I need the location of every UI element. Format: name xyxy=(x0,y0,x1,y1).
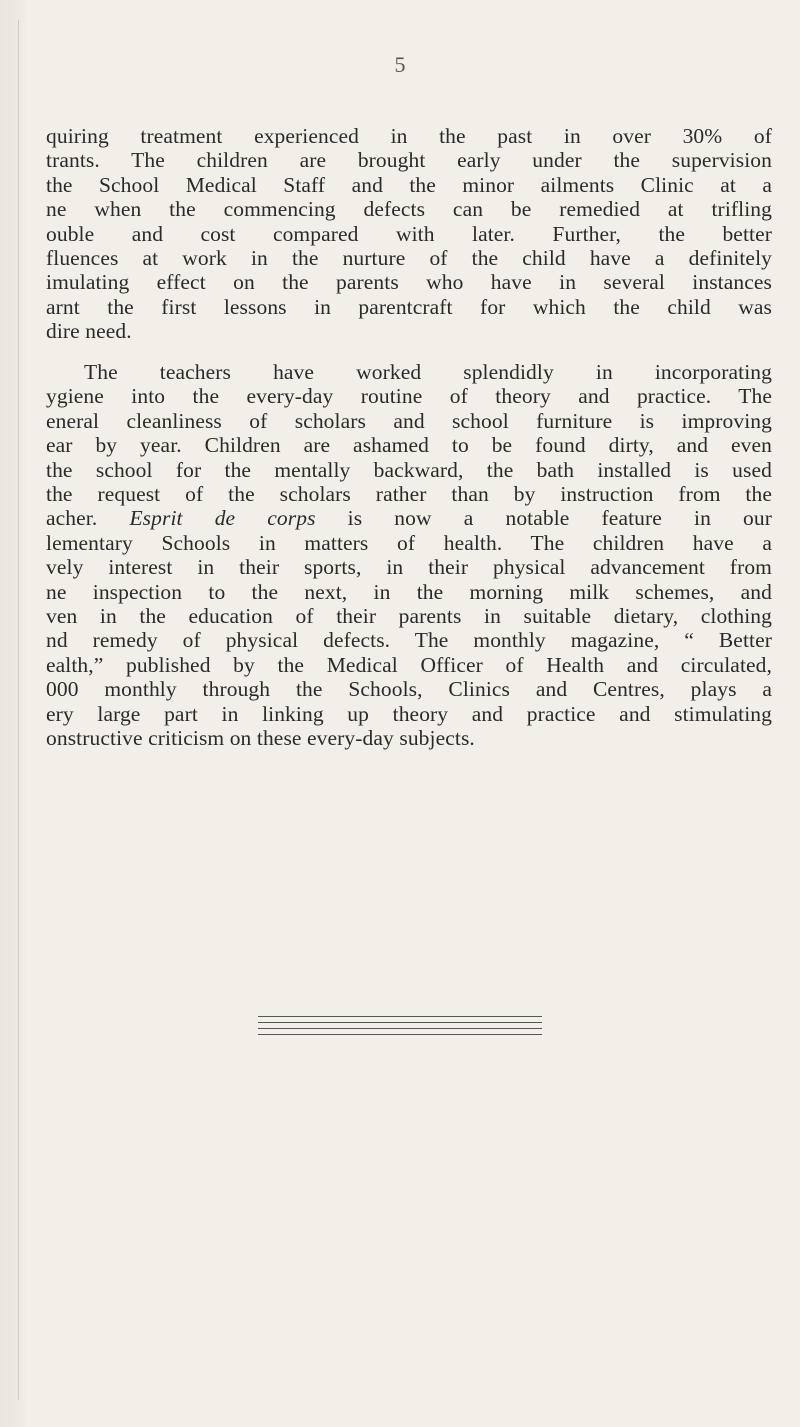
text-line: ven in the education of their parents in suitable dietary, clothing xyxy=(46,604,772,629)
text-line: the school for the mentally backward, the bath installed is used xyxy=(46,457,772,482)
text-line: arnt the first lessons in parentcraft for which the child was xyxy=(46,294,772,319)
text-line: ouble and cost compared with later. Further, the better xyxy=(46,221,772,246)
text-line: ygiene into the every-day routine of theory and practice. The xyxy=(46,384,772,409)
text-line: onstructive criticism on these every-day subjects. xyxy=(46,726,475,751)
text-line: fluences at work in the nurture of the child have a definitely xyxy=(46,246,772,271)
page-number: 5 xyxy=(394,52,406,77)
decorative-rule xyxy=(258,1022,542,1023)
text-fragment: acher. xyxy=(46,506,98,531)
text-line: quiring treatment experienced in the past in over 30% of xyxy=(46,124,772,148)
text-line: nd remedy of physical defects. The monthly magazine, “ Better xyxy=(46,628,772,653)
decorative-rule xyxy=(258,1028,542,1029)
text-line: ne when the commencing defects can be remedied at trifling xyxy=(46,197,772,222)
text-line-with-italic xyxy=(46,506,772,530)
paragraph-1 xyxy=(46,124,772,344)
text-line: dire need. xyxy=(46,319,132,344)
decorative-rule xyxy=(258,1016,542,1017)
text-line: ery large part in linking up theory and practice and stimulating xyxy=(46,701,772,726)
text-line: ealth,” published by the Medical Officer of Health and circulated, xyxy=(46,652,772,677)
text-line: vely interest in their sports, in their physical advancement from xyxy=(46,555,772,580)
text-line: eneral cleanliness of scholars and school furniture is improving xyxy=(46,408,772,433)
paragraph-2 xyxy=(46,360,772,751)
text-line: lementary Schools in matters of health. The children have a xyxy=(46,530,772,555)
text-line: imulating effect on the parents who have in several instances xyxy=(46,270,772,295)
italic-phrase: Esprit de corps xyxy=(129,506,316,531)
text-line: ne inspection to the next, in the morning milk schemes, and xyxy=(46,579,772,604)
page-gutter-shadow xyxy=(0,0,28,1427)
text-fragment: is now a notable feature in our xyxy=(347,506,772,531)
text-line: the request of the scholars rather than by instruction from the xyxy=(46,482,772,507)
text-line: trants. The children are brought early under the supervision xyxy=(46,148,772,173)
binding-edge-line xyxy=(18,20,19,1400)
text-line: 000 monthly through the Schools, Clinics and Centres, plays a xyxy=(46,677,772,702)
text-line-indented: The teachers have worked splendidly in incorporating xyxy=(84,360,772,384)
text-line: ear by year. Children are ashamed to be found dirty, and even xyxy=(46,433,772,458)
decorative-rule xyxy=(258,1034,542,1035)
text-line: the School Medical Staff and the minor ailments Clinic at a xyxy=(46,172,772,197)
